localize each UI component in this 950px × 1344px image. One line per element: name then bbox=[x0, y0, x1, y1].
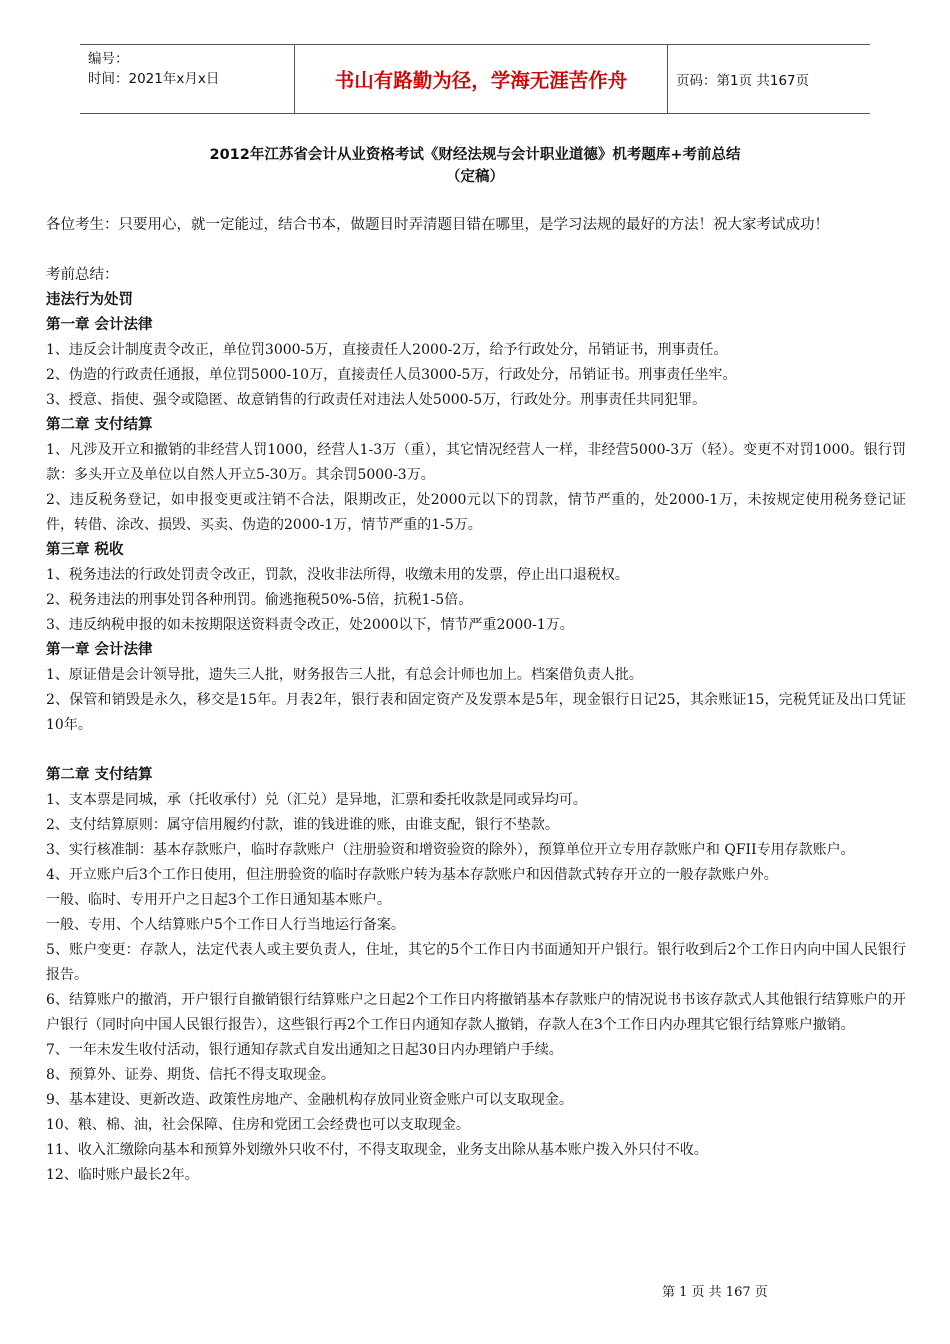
page-footer: 第 1 页 共 167 页 bbox=[662, 1285, 768, 1300]
document-date: 时间：2021年x月x日 bbox=[88, 71, 220, 87]
list-item: 1、支本票是同城，承（托收承付）兑（汇兑）是异地，汇票和委托收款是同或异均可。 bbox=[46, 792, 587, 808]
list-item: 9、基本建设、更新改造、政策性房地产、金融机构存放同业资金账户可以支取现金。 bbox=[46, 1092, 573, 1108]
chapter-heading: 第二章 支付结算 bbox=[46, 767, 153, 783]
list-item: 10、粮、棉、油，社会保障、住房和党团工会经费也可以支取现金。 bbox=[46, 1117, 470, 1133]
list-item: 3、实行核准制：基本存款账户，临时存款账户（注册验资和增资验资的除外），预算单位开立专用存款账户和 QFII专用存款账户。 bbox=[46, 842, 855, 858]
list-item: 12、临时账户最长2年。 bbox=[46, 1167, 199, 1183]
list-item: 3、违反纳税申报的如未按期限送资料责令改正，处2000以下，情节严重2000-1万。 bbox=[46, 617, 574, 633]
list-item: 1、税务违法的行政处罚责令改正，罚款，没收非法所得，收缴未用的发票，停止出口退税权。 bbox=[46, 567, 629, 583]
list-item: 2、税务违法的刑事处罚各种刑罚。偷逃拖税50%-5倍，抗税1-5倍。 bbox=[46, 592, 473, 608]
list-item: 5、账户变更：存款人，法定代表人或主要负责人，住址，其它的5个工作日内书面通知开户银行。银行收到后2个工作日内向中国人民银行报告。 bbox=[46, 942, 906, 983]
list-item: 1、凡涉及开立和撤销的非经营人罚1000，经营人1-3万（重），其它情况经营人一样，非经营5000-3万（轻）。变更不对罚1000。银行罚款：多头开立及单位以自然人开立5-30万。其余罚5000-3万。 bbox=[46, 442, 906, 483]
document-title: 2012年江苏省会计从业资格考试《财经法规与会计职业道德》机考题库+考前总结 bbox=[209, 147, 741, 163]
list-item: 2、伪造的行政责任通报，单位罚5000-10万，直接责任人员3000-5万，行政处分，吊销证书。刑事责任坐牢。 bbox=[46, 367, 737, 383]
list-item: 3、授意、指使、强令或隐匿、故意销售的行政责任对违法人处5000-5万，行政处分。刑事责任共同犯罪。 bbox=[46, 392, 707, 408]
list-item: 2、保管和销毁是永久，移交是15年。月表2年，银行表和固定资产及发票本是5年，现金银行日记25，其余账证15，完税凭证及出口凭证10年。 bbox=[46, 692, 906, 733]
document-title-status: （定稿） bbox=[446, 169, 504, 185]
list-item: 一般、临时、专用开户之日起3个工作日通知基本账户。 bbox=[46, 892, 391, 908]
list-item: 4、开立账户后3个工作日使用，但注册验资的临时存款账户转为基本存款账户和因借款式转存开立的一般存款账户外。 bbox=[46, 867, 778, 883]
list-item: 1、违反会计制度责令改正，单位罚3000-5万，直接责任人2000-2万，给予行政处分，吊销证书，刑事责任。 bbox=[46, 342, 728, 358]
summary-label: 考前总结： bbox=[46, 267, 119, 283]
chapter-heading: 第一章 会计法律 bbox=[46, 317, 153, 333]
document-number-label: 编号： bbox=[88, 51, 129, 67]
list-item: 一般、专用、个人结算账户5个工作日人行当地运行备案。 bbox=[46, 917, 405, 933]
list-item: 7、一年未发生收付活动，银行通知存款式自发出通知之日起30日内办理销户手续。 bbox=[46, 1042, 563, 1058]
document-body bbox=[46, 212, 906, 1188]
list-item: 1、原证借是会计领导批，遗失三人批，财务报告三人批，有总会计师也加上。档案借负责人批。 bbox=[46, 667, 643, 683]
section-title: 违法行为处罚 bbox=[46, 292, 133, 308]
list-item: 2、支付结算原则：属守信用履约付款，谁的钱进谁的账，由谁支配，银行不垫款。 bbox=[46, 817, 559, 833]
chapter-heading: 第三章 税收 bbox=[46, 542, 124, 558]
chapter-heading: 第一章 会计法律 bbox=[46, 642, 153, 658]
header-table bbox=[80, 44, 870, 114]
header-motto: 书山有路勤为径，学海无涯苦作舟 bbox=[295, 45, 668, 113]
list-item: 8、预算外、证券、期货、信托不得支取现金。 bbox=[46, 1067, 335, 1083]
intro-paragraph: 各位考生：只要用心，就一定能过，结合书本，做题目时弄清题目错在哪里，是学习法规的最好的方法！祝大家考试成功！ bbox=[46, 217, 829, 233]
list-item: 11、收入汇缴除向基本和预算外划缴外只收不付，不得支取现金，业务支出除从基本账户拨入外只付不收。 bbox=[46, 1142, 708, 1158]
header-meta bbox=[80, 45, 295, 113]
header-page-info: 页码：第1页 共167页 bbox=[676, 73, 810, 89]
chapter-heading: 第二章 支付结算 bbox=[46, 417, 153, 433]
list-item: 6、结算账户的撤消，开户银行自撤销银行结算账户之日起2个工作日内将撤销基本存款账户的情况说书书该存款式人其他银行结算账户的开户银行（同时向中国人民银行报告），这些银行再2个工作日内通知存款人撤销，存款人在3个工作日内办理其它银行结算账户撤销。 bbox=[46, 992, 906, 1033]
list-item: 2、违反税务登记，如申报变更或注销不合法，限期改正，处2000元以下的罚款，情节严重的，处2000-1万，未按规定使用税务登记证件，转借、涂改、损毁、买卖、伪造的2000-1万，情节严重的1-5万。 bbox=[46, 492, 906, 533]
